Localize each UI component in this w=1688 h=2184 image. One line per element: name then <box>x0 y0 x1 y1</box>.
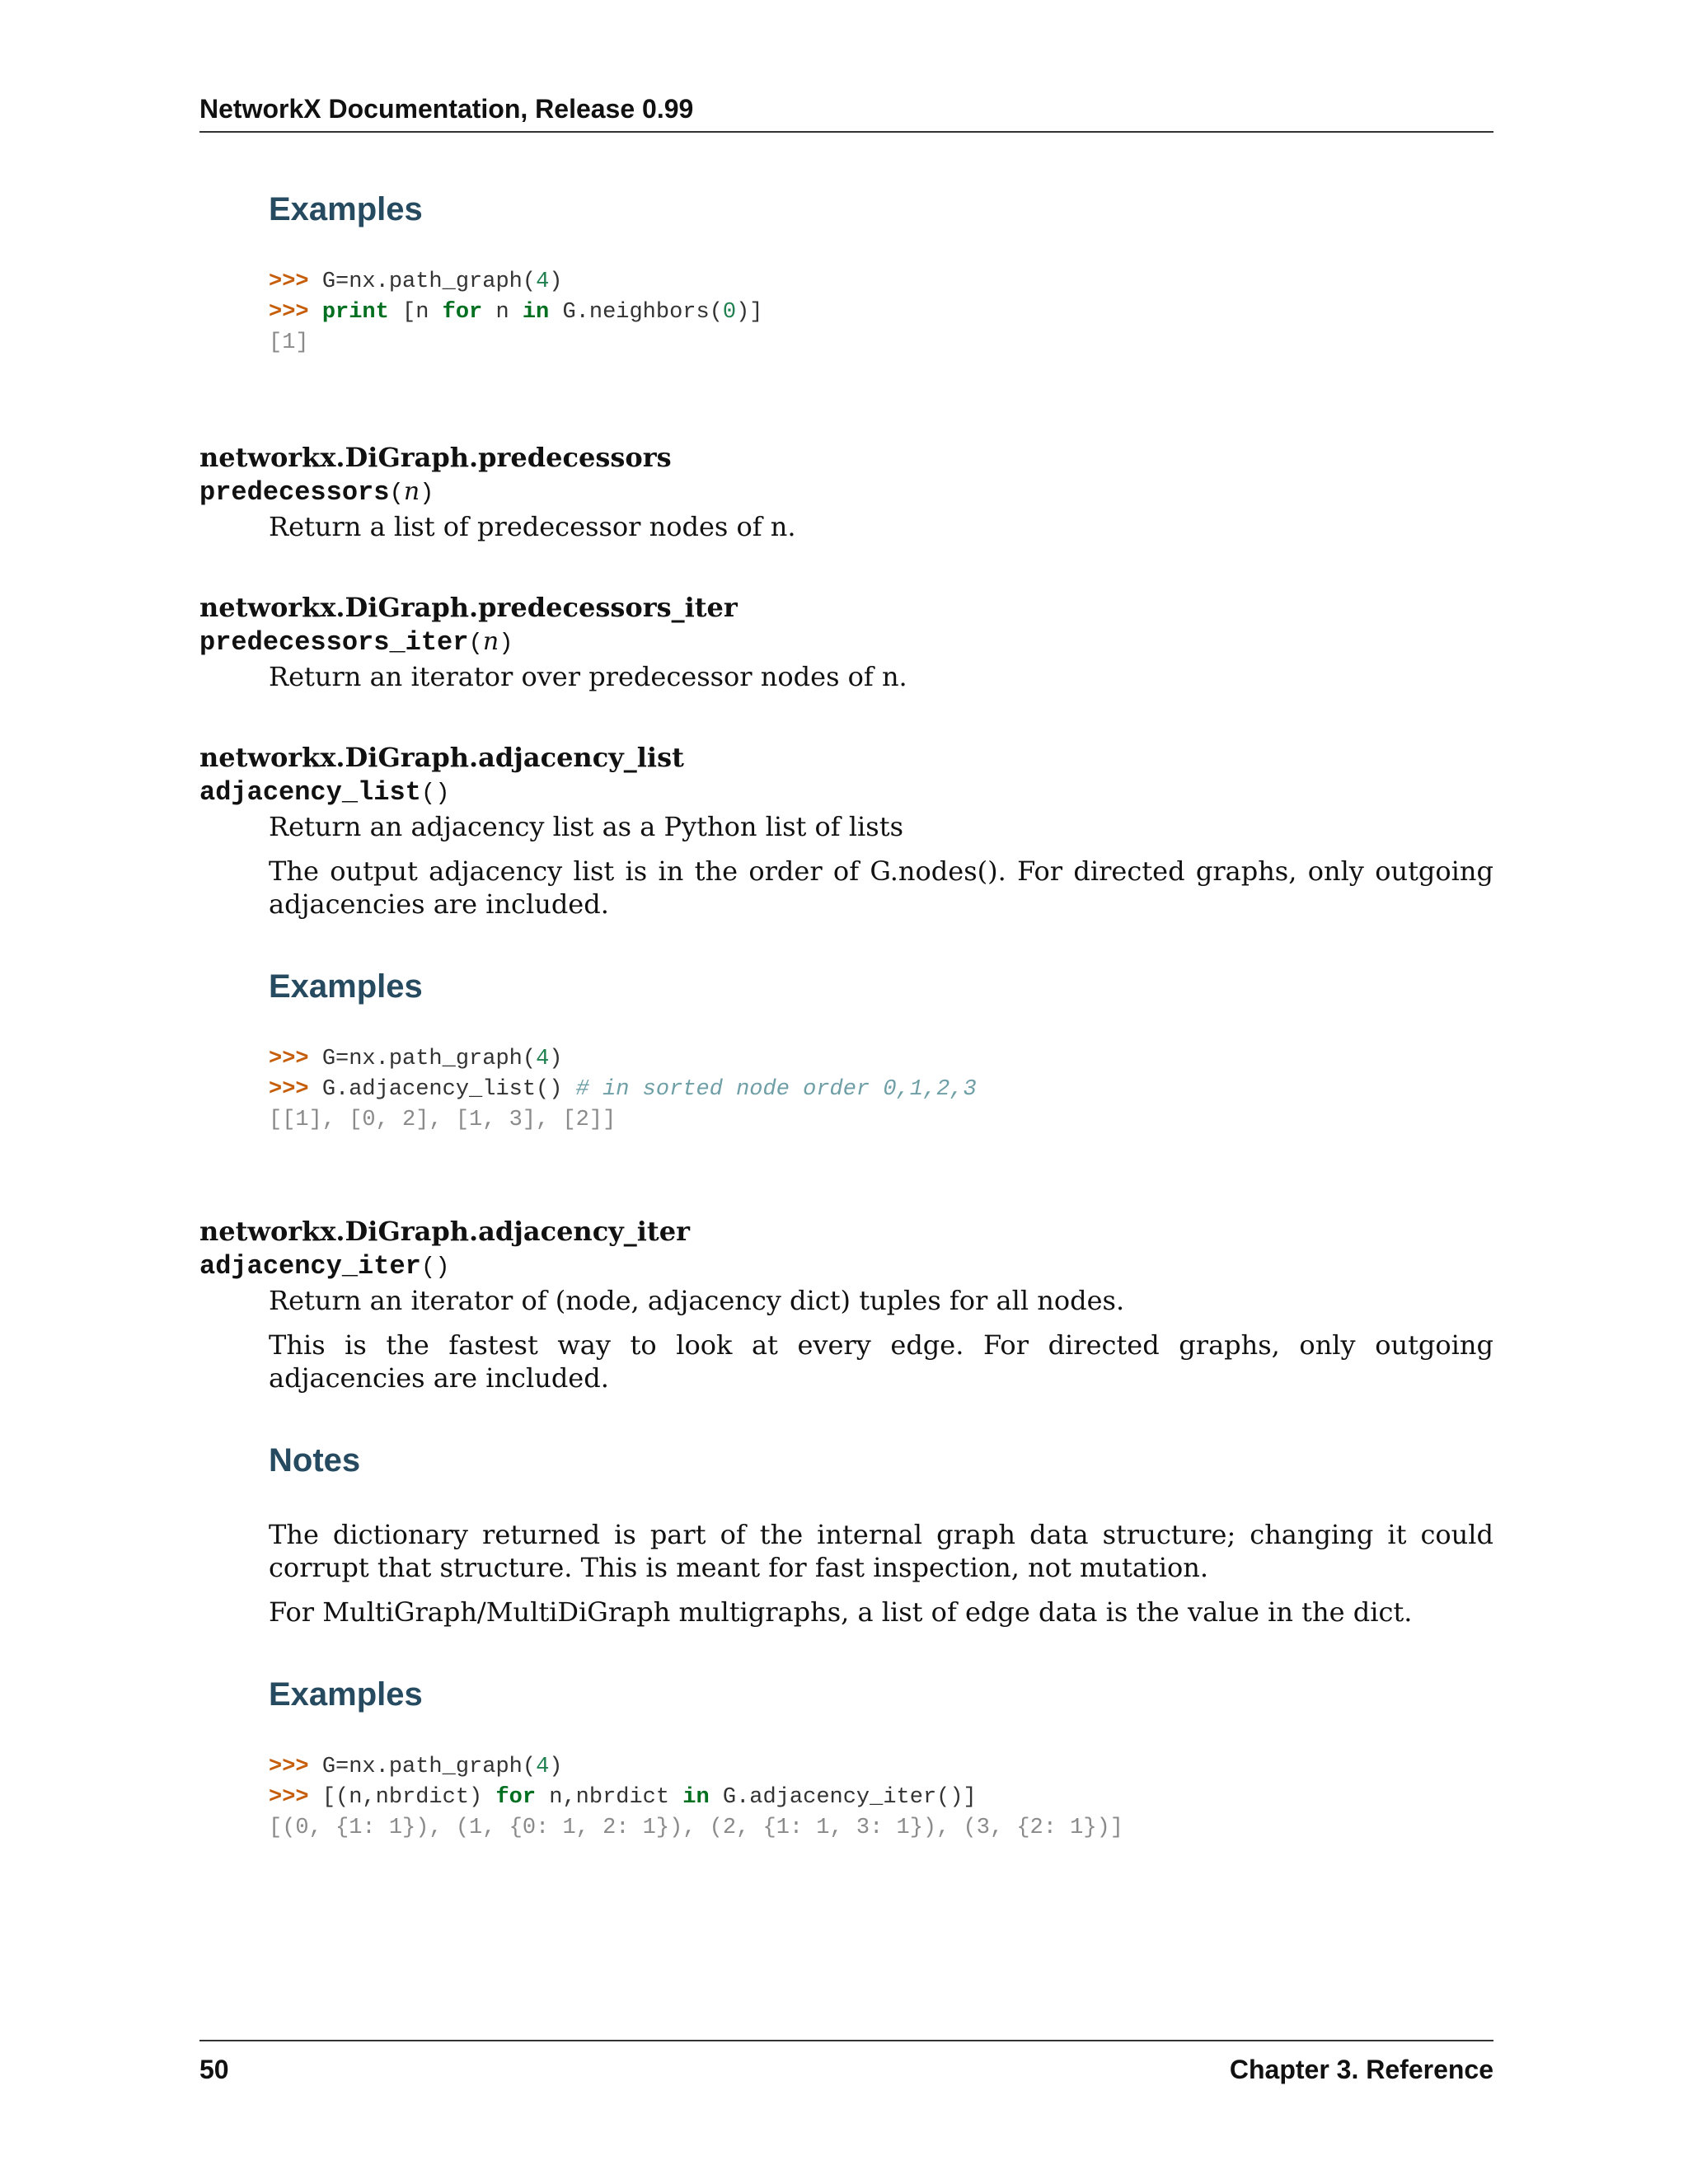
method-signature <box>199 1248 1493 1284</box>
code-number: 0 <box>722 300 737 325</box>
code-text: n <box>495 300 509 325</box>
notes-paragraph: The dictionary returned is part of the internal graph data structure; changing it could corrupt that structure. This is meant for fast inspection, not mutation. <box>269 1519 1493 1583</box>
code-text: n,nbrdict <box>549 1785 670 1810</box>
entry-body <box>269 660 1493 693</box>
code-text: G=nx.path_graph( <box>321 269 537 294</box>
method-signature <box>199 474 1493 510</box>
code-text: G.adjacency_iter()] <box>722 1785 977 1810</box>
code-comment: # in sorted node order 0,1,2,3 <box>575 1077 977 1102</box>
sig-paren-close: ) <box>499 630 513 657</box>
entry-title: networkx.DiGraph.adjacency_iter <box>199 1216 690 1247</box>
examples-heading: Examples <box>269 191 423 227</box>
sig-paren-open: ( <box>389 480 404 507</box>
entry-description: Return an adjacency list as a Python list of lists <box>269 811 903 842</box>
code-number: 4 <box>536 1755 550 1779</box>
entry-body <box>269 1284 1493 1844</box>
code-output: [[1], [0, 2], [1, 3], [2]] <box>269 1108 617 1132</box>
code-prompt: >>> <box>269 1785 309 1810</box>
code-prompt: >>> <box>269 269 309 294</box>
entry-description-detail: This is the fastest way to look at every edge. For directed graphs, only outgoing adjacencies are included. <box>269 1329 1493 1394</box>
sig-parens: () <box>420 780 450 807</box>
code-number: 4 <box>536 269 550 294</box>
page-number: 50 <box>199 2055 229 2084</box>
entry-title: networkx.DiGraph.predecessors_iter <box>199 592 738 623</box>
code-block <box>269 1752 1493 1844</box>
method-signature <box>199 774 1493 810</box>
entry-body <box>269 510 1493 543</box>
examples-heading: Examples <box>269 1676 423 1713</box>
code-prompt: >>> <box>269 1755 309 1779</box>
code-text: [(n,nbrdict) <box>321 1785 483 1810</box>
running-footer <box>199 2040 1493 2085</box>
sig-name: predecessors <box>199 477 390 508</box>
code-prompt: >>> <box>269 1077 309 1102</box>
examples-heading: Examples <box>269 968 423 1005</box>
neighbors-examples <box>269 190 1493 359</box>
entry-predecessors <box>199 441 1493 543</box>
code-output: [(0, {1: 1}), (1, {0: 1, 2: 1}), (2, {1: 1, 3: 1}), (3, {2: 1})] <box>269 1816 1123 1840</box>
code-text: )] <box>736 300 763 325</box>
code-block <box>269 1044 1493 1136</box>
entry-description: Return an iterator over predecessor nodes of n. <box>269 661 907 692</box>
sig-name: adjacency_list <box>199 777 421 808</box>
code-keyword: in <box>682 1785 710 1810</box>
code-text: G=nx.path_graph( <box>321 1755 537 1779</box>
code-prompt: >>> <box>269 1047 309 1071</box>
code-text: G=nx.path_graph( <box>321 1047 537 1071</box>
sig-arg: n <box>482 627 499 656</box>
code-text: ) <box>549 1755 563 1779</box>
entry-predecessors-iter <box>199 591 1493 693</box>
code-text: ) <box>549 1047 563 1071</box>
method-signature <box>199 624 1493 660</box>
notes-paragraph: For MultiGraph/MultiDiGraph multigraphs, a list of edge data is the value in the dict. <box>269 1596 1413 1628</box>
code-keyword: in <box>522 300 550 325</box>
code-keyword: for <box>495 1785 537 1810</box>
entry-description: Return an iterator of (node, adjacency dict) tuples for all nodes. <box>269 1285 1125 1316</box>
code-number: 4 <box>536 1047 550 1071</box>
code-text: G.neighbors( <box>562 300 723 325</box>
code-text: [n <box>402 300 429 325</box>
sig-paren-open: ( <box>468 630 483 657</box>
code-block <box>269 267 1493 359</box>
entry-description: Return a list of predecessor nodes of n. <box>269 511 796 542</box>
entry-description-detail: The output adjacency list is in the order of G.nodes(). For directed graphs, only outgoing adjacencies are included. <box>269 855 1493 920</box>
code-prompt: >>> <box>269 300 309 325</box>
code-keyword: for <box>442 300 483 325</box>
sig-name: predecessors_iter <box>199 627 469 658</box>
sig-arg: n <box>403 477 420 506</box>
chapter-label: Chapter 3. Reference <box>1229 2055 1493 2084</box>
code-output: [1] <box>269 330 309 355</box>
notes-heading: Notes <box>269 1442 361 1479</box>
entry-adjacency-list <box>199 741 1493 1136</box>
entry-body <box>269 810 1493 1136</box>
entry-adjacency-iter <box>199 1215 1493 1844</box>
entry-title: networkx.DiGraph.adjacency_list <box>199 742 684 773</box>
code-text: ) <box>549 269 563 294</box>
page-content <box>199 190 1493 1844</box>
sig-name: adjacency_iter <box>199 1251 421 1282</box>
sig-parens: () <box>420 1254 450 1281</box>
running-header: NetworkX Documentation, Release 0.99 <box>199 94 1493 133</box>
code-text: G.adjacency_list() <box>321 1077 563 1102</box>
sig-paren-close: ) <box>420 480 434 507</box>
entry-title: networkx.DiGraph.predecessors <box>199 442 672 473</box>
code-keyword: print <box>321 300 389 325</box>
